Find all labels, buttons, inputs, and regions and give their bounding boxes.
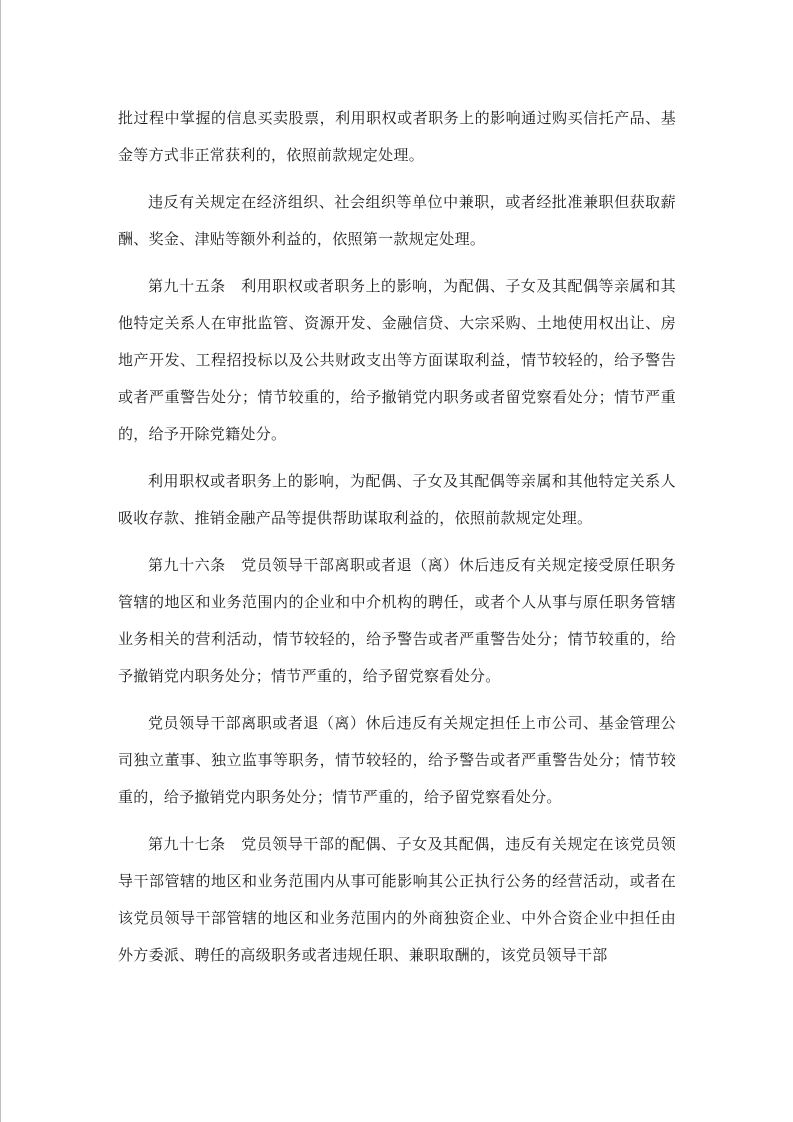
paragraph: 违反有关规定在经济组织、社会组织等单位中兼职，或者经批准兼职但获取薪酬、奖金、津贴等额外利益的，依照第一款规定处理。 [118, 193, 676, 248]
paragraph: 批过程中掌握的信息买卖股票，利用职权或者职务上的影响通过购买信托产品、基金等方式非正常获利的，依照前款规定处理。 [118, 109, 676, 164]
page-left-edge [0, 0, 1, 1122]
article-96-paragraph: 第九十六条 党员领导干部离职或者退（离）休后违反有关规定接受原任职务管辖的地区和业务范围内的企业和中介机构的聘任，或者个人从事与原任职务管辖业务相关的营利活动，情节较轻的，给予警告或者严重警告处分；情节较重的，给予撤销党内职务处分；情节严重的，给予留党察看处分。 [118, 556, 676, 685]
paragraph: 党员领导干部离职或者退（离）休后违反有关规定担任上市公司、基金管理公司独立董事、独立监事等职务，情节较轻的，给予警告或者严重警告处分；情节较重的，给予撤销党内职务处分；情节严重的，给予留党察看处分。 [118, 714, 676, 806]
document-body [118, 100, 676, 984]
article-95-paragraph: 第九十五条 利用职权或者职务上的影响，为配偶、子女及其配偶等亲属和其他特定关系人在审批监管、资源开发、金融信贷、大宗采购、土地使用权出让、房地产开发、工程招投标以及公共财政支出等方面谋取利益，情节较轻的，给予警告或者严重警告处分；情节较重的，给予撤销党内职务或者留党察看处分；情节严重的，给予开除党籍处分。 [118, 277, 676, 443]
paragraph: 利用职权或者职务上的影响，为配偶、子女及其配偶等亲属和其他特定关系人吸收存款、推销金融产品等提供帮助谋取利益的，依照前款规定处理。 [118, 472, 676, 527]
article-97-paragraph: 第九十七条 党员领导干部的配偶、子女及其配偶，违反有关规定在该党员领导干部管辖的地区和业务范围内从事可能影响其公正执行公务的经营活动，或者在该党员领导干部管辖的地区和业务范围内的外商独资企业、中外合资企业中担任由外方委派、聘任的高级职务或者违规任职、兼职取酬的，该党员领导干部 [118, 835, 676, 964]
